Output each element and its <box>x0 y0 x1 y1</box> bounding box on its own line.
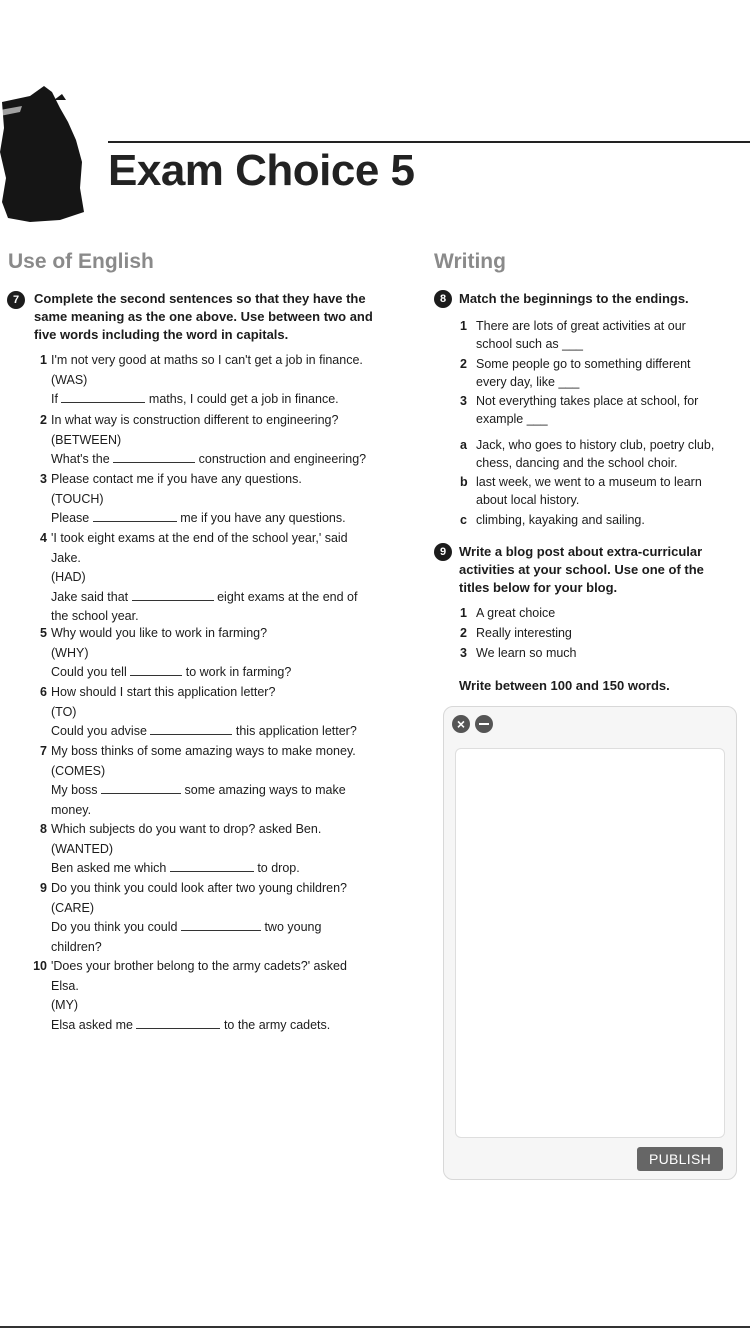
question-5: 5 Why would you like to work in farming? (WHY) Could you tell to work in farming? <box>40 626 292 680</box>
answer-blank[interactable] <box>132 588 214 601</box>
exercise-8-number: 8 <box>434 290 452 308</box>
question-2: 2 In what way is construction different to engineering? (BETWEEN) What's the construction and engineering? <box>40 413 367 467</box>
brush-stroke-decoration <box>0 82 84 224</box>
exercise-8-instruction: Match the beginnings to the endings. <box>459 291 689 306</box>
answer-blank[interactable] <box>101 781 181 794</box>
question-6: 6 How should I start this application letter? (TO) Could you advise this application letter? <box>40 685 357 739</box>
answer-blank[interactable] <box>61 390 145 403</box>
answer-blank[interactable] <box>150 722 232 735</box>
publish-button[interactable]: PUBLISH <box>637 1147 723 1171</box>
use-of-english-heading: Use of English <box>8 250 154 273</box>
ending-b: b last week, we went to a museum to learn about local history. <box>460 475 702 507</box>
ending-a: a Jack, who goes to history club, poetry club, chess, dancing and the school choir. <box>460 438 715 470</box>
question-10: 10 'Does your brother belong to the army cadets?' asked Elsa. (MY) Elsa asked me to the army cadets. <box>33 959 347 1032</box>
answer-blank[interactable] <box>130 663 182 676</box>
beginning-2: 2 Some people go to something different every day, like ___ <box>460 357 691 389</box>
exercise-7-instruction: Complete the second sentences so that they have the same meaning as the one above. Use between two and five words including the word in capitals. <box>34 291 373 342</box>
answer-blank[interactable] <box>181 918 261 931</box>
question-8: 8 Which subjects do you want to drop? asked Ben. (WANTED) Ben asked me which to drop. <box>40 822 322 876</box>
blog-text-area[interactable] <box>455 748 725 1138</box>
page-bottom-rule <box>0 1326 750 1328</box>
answer-blank[interactable] <box>93 509 177 522</box>
title-rule <box>108 141 750 143</box>
question-9: 9 Do you think you could look after two young children? (CARE) Do you think you could two young children? <box>40 881 348 954</box>
exercise-7-number: 7 <box>7 291 25 309</box>
beginning-3: 3 Not everything takes place at school, for example ___ <box>460 394 699 426</box>
exercise-9-instruction: Write a blog post about extra-curricular activities at your school. Use one of the titles below for your blog. <box>459 544 704 595</box>
word-limit: Write between 100 and 150 words. <box>459 678 670 693</box>
close-icon[interactable]: × <box>452 715 470 733</box>
beginning-1: 1 There are lots of great activities at our school such as ___ <box>460 319 686 351</box>
answer-blank[interactable] <box>136 1016 220 1029</box>
question-3: 3 Please contact me if you have any questions. (TOUCH) Please me if you have any questions. <box>40 472 346 526</box>
answer-blank[interactable] <box>113 450 195 463</box>
writing-heading: Writing <box>434 250 506 273</box>
blog-title-1: 1 A great choice <box>460 606 556 620</box>
blog-title-3: 3 We learn so much <box>460 646 577 660</box>
ending-c: c climbing, kayaking and sailing. <box>460 513 645 527</box>
blog-title-2: 2 Really interesting <box>460 626 572 640</box>
exercise-9-number: 9 <box>434 543 452 561</box>
question-4: 4 'I took eight exams at the end of the school year,' said Jake. (HAD) Jake said that eight exams at the end of the school year. <box>40 531 358 624</box>
question-7: 7 My boss thinks of some amazing ways to make money. (COMES) My boss some amazing ways to make money. <box>40 744 356 817</box>
page-title: Exam Choice 5 <box>108 146 415 195</box>
answer-blank[interactable] <box>170 859 254 872</box>
question-1: 1 I'm not very good at maths so I can't get a job in finance. (WAS) If maths, I could get a job in finance. <box>40 353 363 407</box>
minimize-icon[interactable] <box>475 715 493 733</box>
